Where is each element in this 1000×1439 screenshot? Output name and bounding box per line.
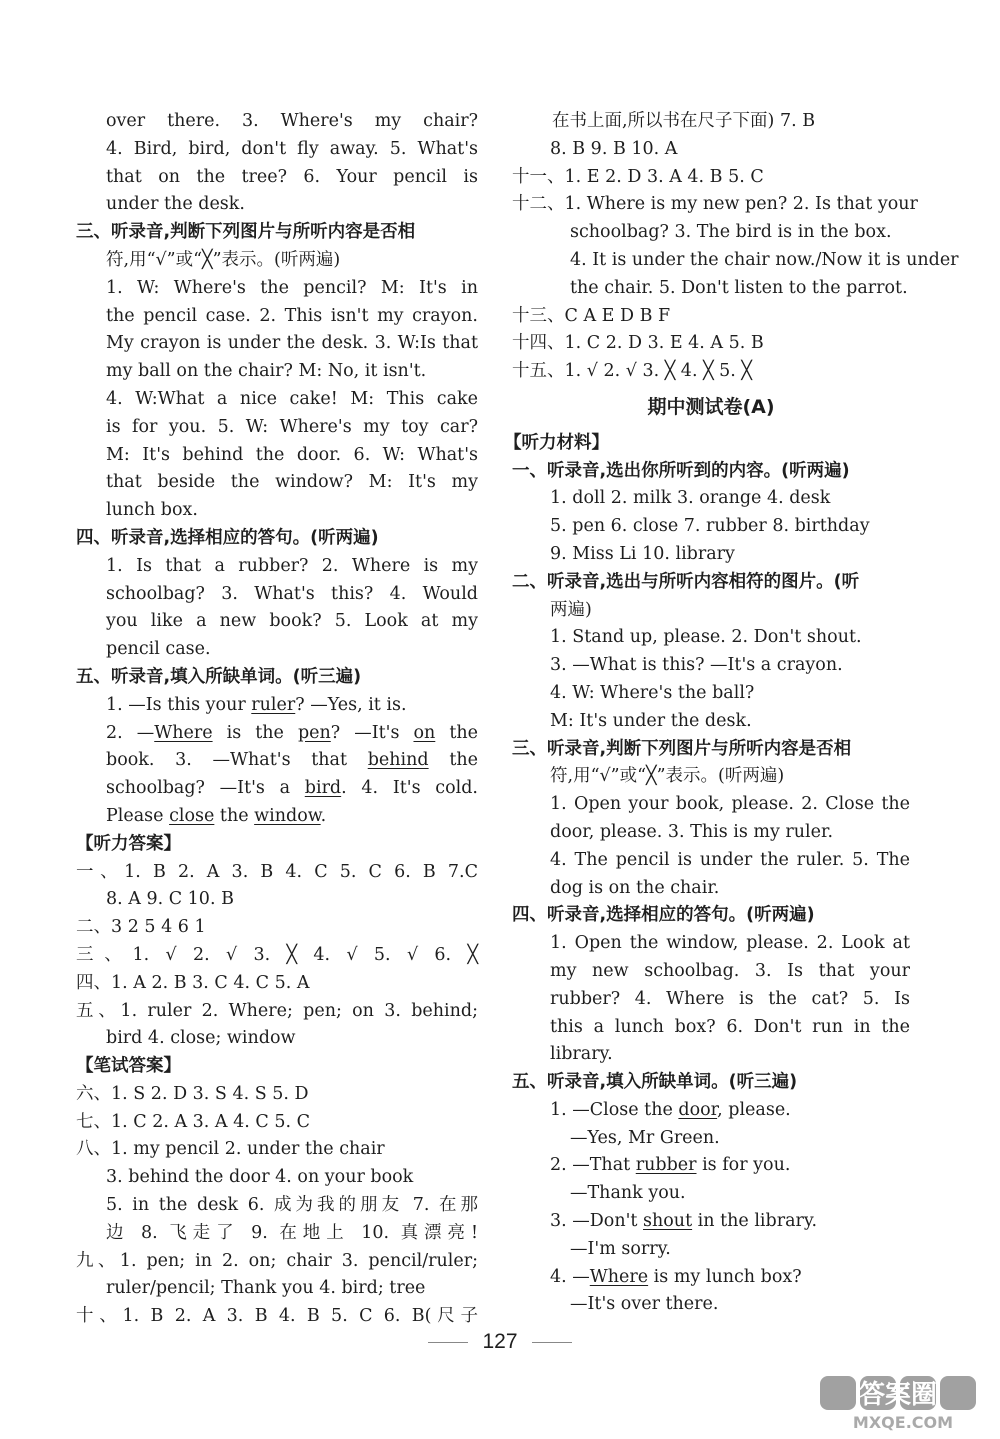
fill-text: . [320,805,327,826]
answer-line: 十五、1. √ 2. √ 3. ╳ 4. ╳ 5. ╳ [512,361,752,382]
answer-line: 六、1. S 2. D 3. S 4. S 5. D [76,1083,309,1104]
fill-text: is for you. [696,1155,791,1176]
fill-text: 1. —Close the [550,1099,679,1120]
watermark-top: 答案圈 [858,1380,938,1410]
text-line: my ball on the chair? M: No, it isn't. [106,361,427,382]
watermark-logo [818,1374,988,1432]
text-line: 4. Bird, bird, don't fly away. 5. What's [106,138,478,159]
section-heading: 五、听录音,填入所缺单词。(听三遍) [76,666,362,687]
fill-text: 2. — [106,722,155,743]
fill-text: schoolbag? —It's a [106,778,305,799]
filled-word: bird [304,778,342,799]
section-heading: 一、听录音,选出你所听到的内容。(听两遍) [512,460,850,481]
fill-text: the [214,805,255,826]
text-line: 4. The pencil is under the ruler. 5. The [550,849,910,870]
answer-line: 边 8. 飞走了 9. 在地上 10. 真漂亮! [106,1222,478,1243]
section-heading: 四、听录音,选择相应的答句。(听两遍) [512,905,815,926]
text-line: 4. W: Where's the ball? [550,682,755,703]
text-line: my new schoolbag. 3. Is that your [550,960,910,981]
answer-line: 4. It is under the chair now./Now it is under [570,249,959,270]
left-column [76,108,478,1331]
answer-line: 3. behind the door 4. on your book [106,1167,414,1188]
filled-word: Where [589,1266,649,1287]
answer-line: 十二、1. Where is my new pen? 2. Is that your [512,194,918,215]
fill-text: book. 3. —What's that [106,750,368,771]
fill-line [512,1097,910,1125]
section-heading-cont: 两遍) [550,599,592,620]
answer-line: 8. A 9. C 10. B [106,889,234,910]
text-line: 9. Miss Li 10. library [550,543,735,564]
answer-line: 十一、1. E 2. D 3. A 4. B 5. C [512,166,764,187]
text-line: 3. —What is this? —It's a crayon. [550,655,843,676]
answer-line: 十、1. B 2. A 3. B 4. B 5. C 6. B(尺子 [76,1306,478,1327]
filled-word: ruler [251,694,296,715]
filled-word: close [169,805,215,826]
text-line: dog is on the chair. [550,877,720,898]
text-line: 5. pen 6. close 7. rubber 8. birthday [550,516,870,537]
filled-word: behind [367,750,429,771]
text-line: under the desk. [106,194,245,215]
text-line: 1. Is that a rubber? 2. Where is my [106,555,478,576]
answer-line: 五、1. ruler 2. Where; pen; on 3. behind; [76,1000,478,1021]
text-line: M: It's under the desk. [550,710,752,731]
fill-text: . 4. It's cold. [341,778,478,799]
watermark-bottom: MXQE.COM [852,1413,954,1432]
text-line: over there. 3. Where's my chair? [106,111,478,131]
answers-heading: 【听力答案】 [76,833,181,854]
fill-text: ? —Yes, it is. [295,694,407,715]
answer-line: 八、1. my pencil 2. under the chair [76,1139,385,1160]
fill-text: the [435,722,478,743]
fill-text: Please [106,805,170,826]
fill-text: 1. —Is this your [106,694,252,715]
fill-line: —It's over there. [570,1294,719,1315]
answer-line: 四、1. A 2. B 3. C 4. C 5. A [76,972,310,993]
text-line: 4. W:What a nice cake! M: This cake [106,388,478,409]
section-heading: 三、听录音,判断下列图片与所听内容是否相 [512,738,852,759]
answer-line: 一、1. B 2. A 3. B 4. C 5. C 6. B 7.C [76,861,478,882]
text-line: this a lunch box? 6. Don't run in the [550,1016,910,1037]
text-line: 1. Open your book, please. 2. Close the [550,794,910,815]
answer-line: 十四、1. C 2. D 3. E 4. A 5. B [512,333,764,354]
text-line: pencil case. [106,639,211,660]
filled-word: Where [154,722,213,743]
answer-line: 三、1. √ 2. √ 3. ╳ 4. √ 5. √ 6. ╳ [76,944,478,965]
text-line: 1. W: Where's the pencil? M: It's in [106,277,478,298]
text-line: lunch box. [106,500,198,521]
answer-line: the chair. 5. Don't listen to the parrot. [570,277,908,298]
answers-heading: 【笔试答案】 [76,1056,181,1077]
page-number [0,1330,1000,1354]
fill-line [106,747,478,775]
fill-text: the [428,750,478,771]
text-line: 1. Stand up, please. 2. Don't shout. [550,627,862,648]
fill-line [106,720,478,748]
section-heading: 【听力材料】 [504,432,609,453]
filled-word: pen [297,722,331,743]
section-title: 期中测试卷(A) [647,395,775,418]
text-line: 1. Open the window, please. 2. Look at [550,933,910,954]
text-line: 1. doll 2. milk 3. orange 4. desk [550,488,831,509]
filled-word: door [678,1099,718,1120]
fill-line [512,1264,910,1292]
fill-text: , please. [717,1099,791,1120]
section-heading: 二、听录音,选出与所听内容相符的图片。(听 [512,571,860,592]
fill-text: ? —It's [330,722,414,743]
fill-line [106,803,478,831]
fill-line: —Thank you. [570,1183,686,1204]
dash-right [532,1342,572,1343]
text-line: the pencil case. 2. This isn't my crayon. [106,305,478,326]
section-heading-cont: 符,用“√”或“╳”表示。(听两遍) [550,766,785,787]
section-heading: 三、听录音,判断下列图片与所听内容是否相 [76,222,416,243]
filled-word: rubber [635,1155,697,1176]
fill-text: is the [212,722,298,743]
fill-line: —I'm sorry. [570,1238,671,1259]
fill-line [512,1152,910,1180]
fill-text: 3. —Don't [550,1211,644,1232]
text-line: library. [550,1044,613,1065]
text-line: you like a new book? 5. Look at my [106,611,478,632]
answer-line: 5. in the desk 6. 成为我的朋友 7. 在那 [106,1195,478,1216]
answer-line: 8. B 9. B 10. A [550,138,678,159]
text-line: that on the tree? 6. Your pencil is [106,166,478,187]
fill-text: 2. —That [550,1155,636,1176]
text-line: is for you. 5. W: Where's my toy car? [106,416,478,437]
filled-word: window [254,805,321,826]
section-heading: 五、听录音,填入所缺单词。(听三遍) [512,1072,798,1093]
filled-word: on [413,722,436,743]
text-line: My crayon is under the desk. 3. W:Is that [106,333,478,354]
text-line: door, please. 3. This is my ruler. [550,821,834,842]
right-column [504,108,959,1319]
fill-line [106,692,478,720]
answer-line: 二、3 2 5 4 6 1 [76,917,206,938]
fill-line [512,1208,910,1236]
answer-line: bird 4. close; window [106,1028,296,1049]
dash-left [428,1342,468,1343]
text-line: M: It's behind the door. 6. W: What's [106,444,478,465]
text-line: schoolbag? 3. What's this? 4. Would [106,583,478,604]
fill-line [106,775,478,803]
text-line: that beside the window? M: It's my [106,472,478,493]
fill-text: is my lunch box? [648,1266,802,1287]
filled-word: shout [643,1211,693,1232]
fill-line: —Yes, Mr Green. [570,1127,720,1148]
answer-line: 在书上面,所以书在尺子下面) 7. B [552,111,816,131]
section-heading: 四、听录音,选择相应的答句。(听两遍) [76,527,379,548]
answer-line: 七、1. C 2. A 3. A 4. C 5. C [76,1111,310,1132]
section-heading-cont: 符,用“√”或“╳”表示。(听两遍) [106,249,341,270]
answer-line: 十三、C A E D B F [512,305,671,326]
answer-line: 九、1. pen; in 2. on; chair 3. pencil/ruler; [76,1250,478,1271]
fill-text: in the library. [692,1211,818,1232]
fill-text: 4. — [550,1266,590,1287]
text-line: rubber? 4. Where is the cat? 5. Is [550,988,910,1009]
answer-line: schoolbag? 3. The bird is in the box. [570,222,892,243]
page-number-text: 127 [482,1330,518,1353]
answer-line: ruler/pencil; Thank you 4. bird; tree [106,1278,426,1299]
